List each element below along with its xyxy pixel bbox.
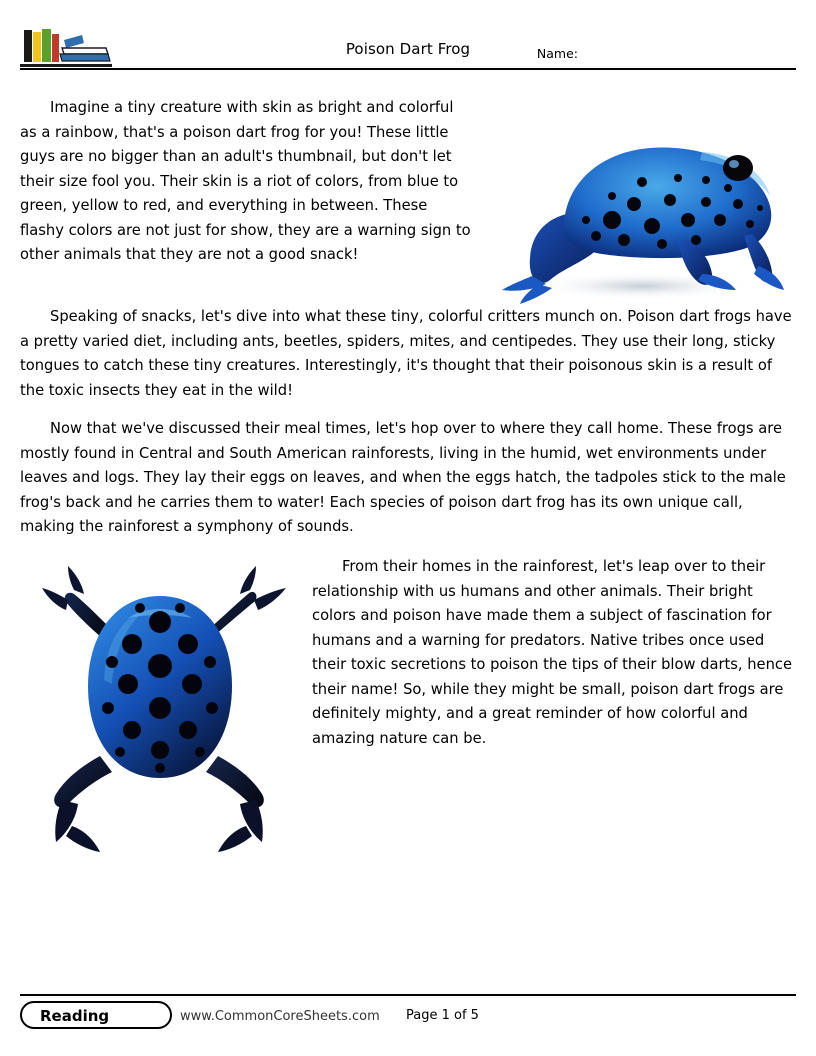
subject-badge	[20, 1001, 172, 1029]
paragraph-3: Now that we've discussed their meal times, let's hop over to where they call home. These frogs are mostly found in Central and South American rainforests, living in the humid, wet environments under leaves and logs. They lay their eggs on leaves, and when the eggs hatch, the tadpoles stick to the male frog's back and he carries them to water! Each species of poison dart frog has its own unique call, making the rainforest a symphony of sounds.	[20, 420, 786, 535]
paragraph-4: From their homes in the rainforest, let's leap over to their relationship with us humans and other animals. Their bright colors and poison have made them a subject of fascination for humans and a warning for predators. Native tribes once used their toxic secretions to poison the tips of their blow darts, hence their name! So, while they might be small, poison dart frogs are definitely mighty, and a great reminder of how colorful and amazing nature can be.	[312, 558, 793, 747]
name-field-label: Name:	[536, 46, 578, 61]
header-divider	[20, 68, 796, 70]
page-indicator: Page 1 of 5	[406, 1008, 479, 1023]
blue-poison-dart-frog-top-photo	[28, 560, 300, 860]
page-title: Poison Dart Frog	[345, 40, 471, 58]
site-url: www.CommonCoreSheets.com	[180, 1009, 380, 1024]
blue-poison-dart-frog-side-photo	[492, 108, 792, 308]
page-header	[20, 22, 796, 70]
subject-badge-label: Reading	[40, 1007, 110, 1025]
paragraph-2: Speaking of snacks, let's dive into what these tiny, colorful critters munch on. Poison dart frogs have a pretty varied diet, including ants, beetles, spiders, mites, and centipedes. They use their long, sticky tongues to catch these tiny creatures. Interestingly, it's thought that their poisonous skin is a result of the toxic insects they eat in the wild!	[20, 308, 792, 399]
paragraph-1: Imagine a tiny creature with skin as bright and colorful as a rainbow, that's a poison dart frog for you! These little guys are no bigger than an adult's thumbnail, but don't let their size fool you. Their skin is a riot of colors, from blue to green, yellow to red, and everything in between. These flashy colors are not just for show, they are a warning sign to other animals that they are not a good snack!	[20, 99, 471, 263]
footer-divider	[20, 994, 796, 996]
page-footer	[20, 1000, 796, 1040]
